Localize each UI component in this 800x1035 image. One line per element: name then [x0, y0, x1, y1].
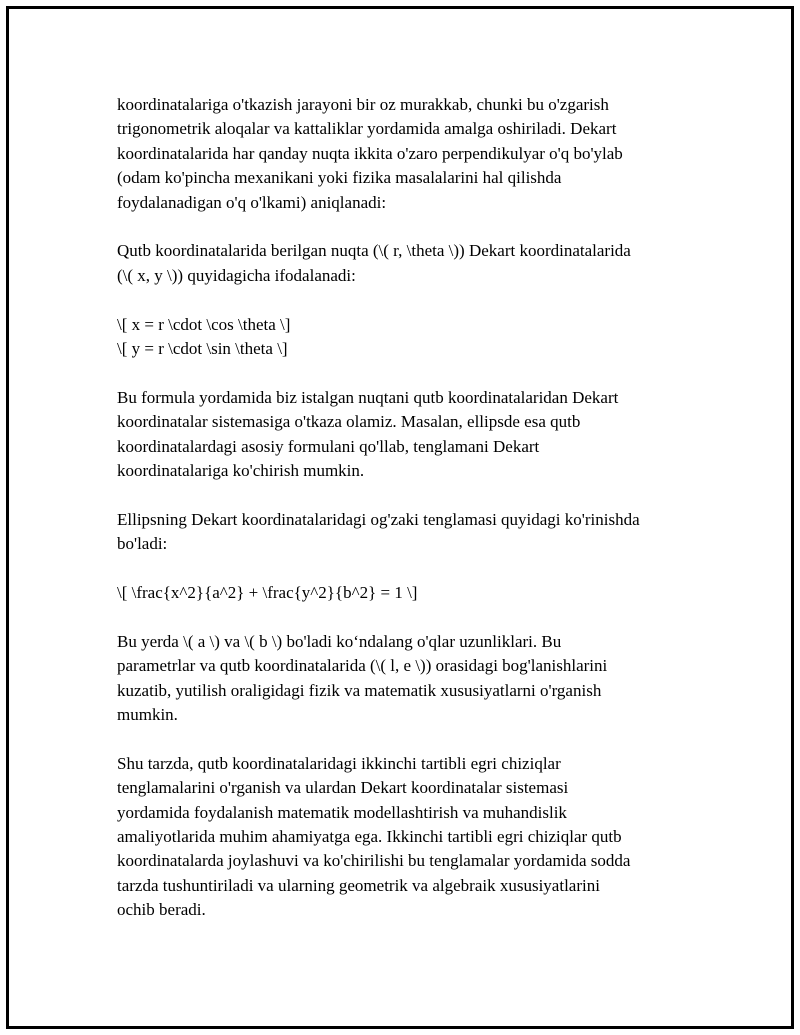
text-line: koordinatalarda joylashuvi va ko'chirilishi bu tenglamalar yordamida sodda: [117, 851, 631, 871]
text-line: kuzatib, yutilish oraligidagi fizik va matematik xususiyatlarni o'rganish: [117, 680, 602, 700]
text-line: Bu yerda \( a \) va \( b \) bo'ladi ko‘ndalang o'qlar uzunliklari. Bu: [117, 631, 562, 651]
formula-line: \[ x = r \cdot \cos \theta \]: [117, 314, 291, 334]
paragraph: [117, 508, 717, 557]
text-line: koordinatalariga o'tkazish jarayoni bir oz murakkab, chunki bu o'zgarish: [117, 95, 609, 114]
text-line: parametrlar va qutb koordinatalarida (\( l, e \)) orasidagi bog'lanishlarini: [117, 656, 608, 676]
text-line: koordinatalar sistemasiga o'tkaza olamiz. Masalan, ellipsde esa qutb: [117, 412, 581, 432]
text-line: foydalanadigan o'q o'lkami) aniqlanadi:: [117, 192, 387, 212]
text-line: koordinatalariga ko'chirish mumkin.: [117, 461, 365, 481]
text-line: (odam ko'pincha mexanikani yoki fizika masalalarini hal qilishda: [117, 168, 562, 188]
paragraph: [117, 386, 717, 484]
text-line: (\( x, y \)) quyidagicha ifodalanadi:: [117, 265, 356, 285]
text-line: Ellipsning Dekart koordinatalaridagi og'zaki tenglamasi quyidagi ko'rinishda: [117, 509, 640, 529]
text-line: tenglamalarini o'rganish va ulardan Dekart koordinatalar sistemasi: [117, 778, 569, 798]
formula-block: [117, 581, 717, 605]
text-line: amaliyotlarida muhim ahamiyatga ega. Ikkinchi tartibli egri chiziqlar qutb: [117, 827, 622, 847]
formula-line: \[ \frac{x^2}{a^2} + \frac{y^2}{b^2} = 1 \]: [117, 583, 418, 603]
paragraph: [117, 752, 717, 923]
paragraph: [117, 93, 717, 215]
text-line: koordinatalarida har qanday nuqta ikkita o'zaro perpendikulyar o'q bo'ylab: [117, 143, 623, 163]
text-line: tarzda tushuntiriladi va ularning geometrik va algebraik xususiyatlarini: [117, 875, 600, 895]
text-line: trigonometrik aloqalar va kattaliklar yordamida amalga oshiriladi. Dekart: [117, 119, 617, 139]
text-line: koordinatalardagi asosiy formulani qo'llab, tenglamani Dekart: [117, 436, 540, 456]
text-line: Shu tarzda, qutb koordinatalaridagi ikkinchi tartibli egri chiziqlar: [117, 753, 561, 773]
text-line: mumkin.: [117, 705, 178, 725]
text-line: Qutb koordinatalarida berilgan nuqta (\( r, \theta \)) Dekart koordinatalarida: [117, 241, 631, 261]
text-line: bo'ladi:: [117, 534, 168, 554]
paragraph: [117, 630, 717, 728]
formula-line: \[ y = r \cdot \sin \theta \]: [117, 339, 288, 359]
text-line: yordamida foydalanish matematik modellashtirish va muhandislik: [117, 802, 567, 822]
formula-block: [117, 313, 717, 362]
paragraph: [117, 239, 717, 288]
text-line: Bu formula yordamida biz istalgan nuqtani qutb koordinatalaridan Dekart: [117, 387, 619, 407]
document-body: [117, 93, 717, 947]
text-line: ochib beradi.: [117, 900, 206, 920]
